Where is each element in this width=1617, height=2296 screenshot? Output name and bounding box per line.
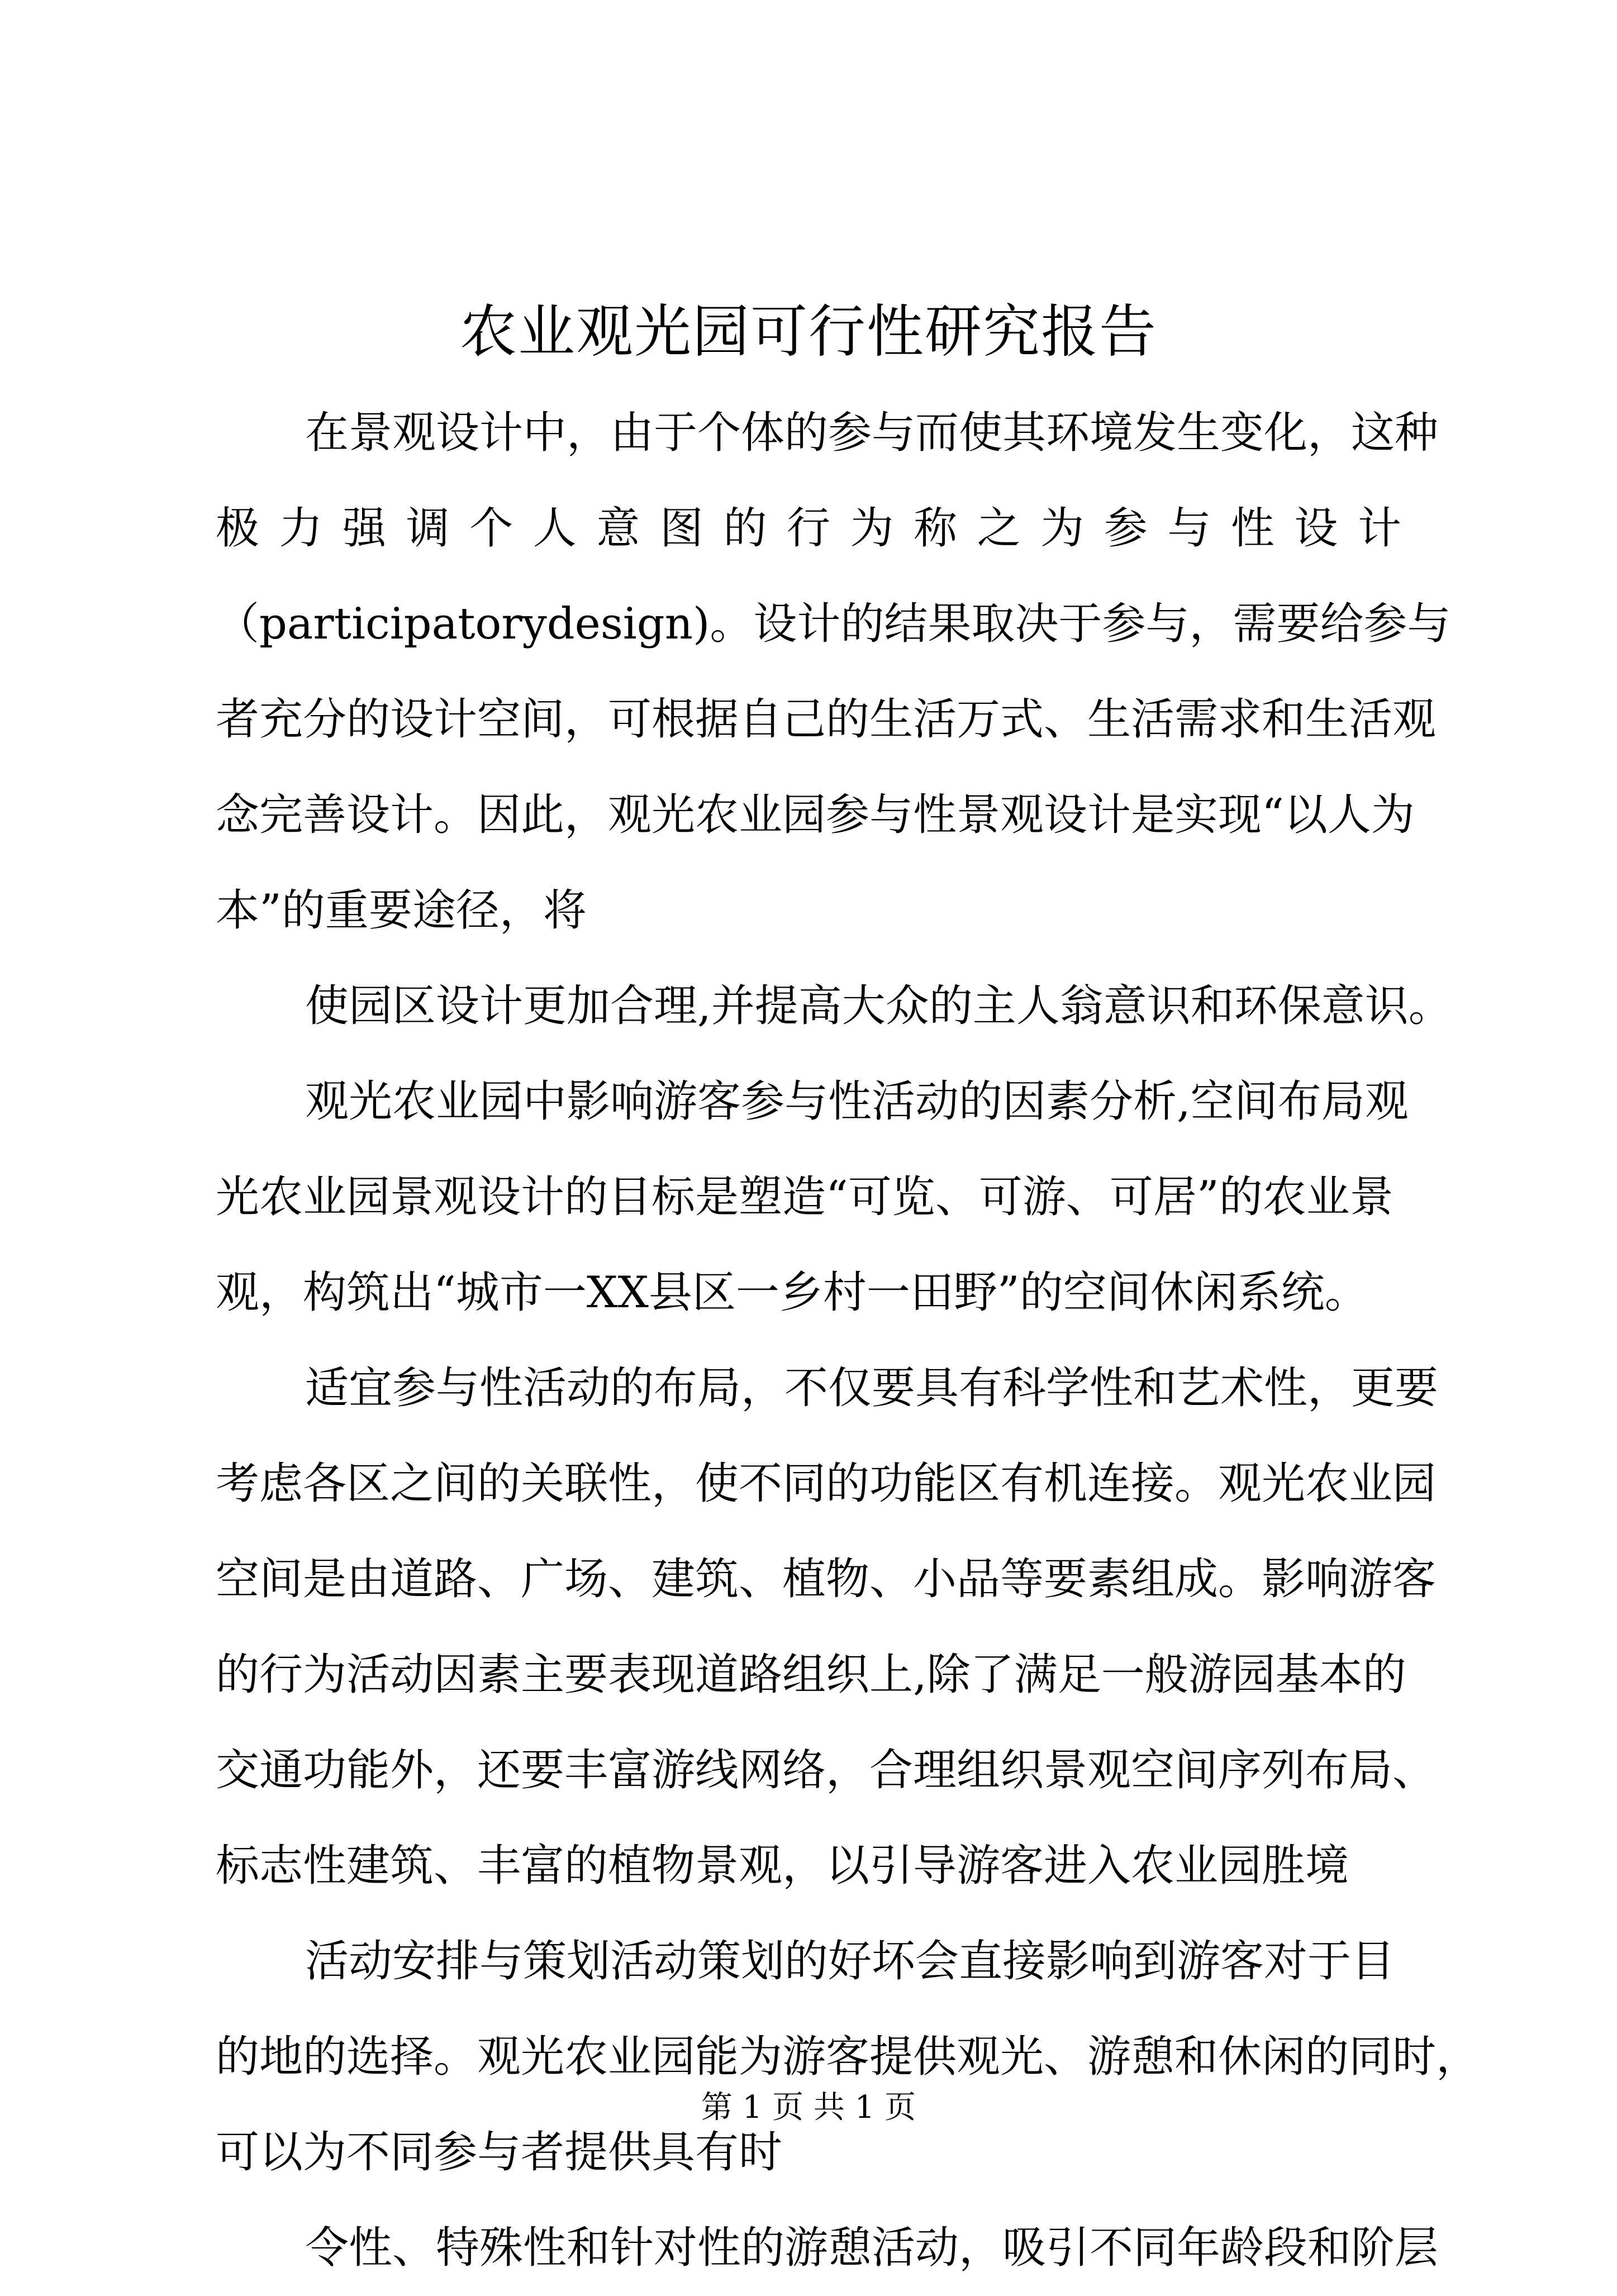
text-line: 观，构筑出“城市一XX县区一乡村一田野”的空间休闲系统。 bbox=[216, 1268, 1368, 1318]
text-line: 在景观设计中，由于个体的参与而使其环境发生变化，这种 bbox=[305, 408, 1439, 458]
text-line: 本”的重要途径，将 bbox=[216, 885, 587, 936]
text-line: 令性、特殊性和针对性的游憩活动，吸引不同年龄段和阶层 bbox=[305, 2223, 1439, 2273]
text-line: 者充分的设计空间，可根据自己的生活万式、生活需求和生活观 bbox=[216, 694, 1437, 745]
text-line: 念完善设计。因此，观光农业园参与性景观设计是实现“以人为 bbox=[216, 790, 1415, 840]
text-line: 极力强调个人意图的行为称之为参与性设计 bbox=[216, 503, 1401, 554]
text-line: 光农业园景观设计的目标是塑造“可览、可游、可居”的农业景 bbox=[216, 1172, 1394, 1222]
text-line: 考虑各区之间的关联性，使不同的功能区有机连接。观光农业园 bbox=[216, 1459, 1437, 1509]
text-line: 空间是由道路、广场、建筑、植物、小品等要素组成。影响游客 bbox=[216, 1554, 1437, 1604]
text-line: 标志性建筑、丰富的植物景观，以引导游客进入农业园胜境 bbox=[216, 1841, 1349, 1891]
page-number-footer: 第 1 页 共 1 页 bbox=[701, 2089, 916, 2126]
text-line: （participatorydesign)。设计的结果取决于参与，需要给参与 bbox=[216, 599, 1451, 649]
text-line: 交通功能外，还要丰富游线网络，合理组织景观空间序列布局、 bbox=[216, 1745, 1437, 1795]
text-line: 的行为活动因素主要表现道路组织上,除了满足一般游园基本的 bbox=[216, 1650, 1406, 1700]
document-body bbox=[216, 385, 1480, 2296]
document-title: 农业观光园可行性研究报告 bbox=[460, 299, 1157, 365]
text-line: 可以为不同参与者提供具有时 bbox=[216, 2127, 783, 2178]
text-line: 的地的选择。观光农业园能为游客提供观光、游憩和休闲的同时， bbox=[216, 2032, 1480, 2082]
text-line: 观光农业园中影响游客参与性活动的因素分析,空间布局观 bbox=[305, 1076, 1409, 1127]
text-line: 适宜参与性活动的布局，不仅要具有科学性和艺术性，更要 bbox=[305, 1363, 1439, 1413]
text-line: 使园区设计更加合理,并提高大众的主人翁意识和环保意识。 bbox=[305, 981, 1452, 1031]
text-line: 活动安排与策划活动策划的好坏会直接影响到游客对于目 bbox=[305, 1936, 1395, 1987]
